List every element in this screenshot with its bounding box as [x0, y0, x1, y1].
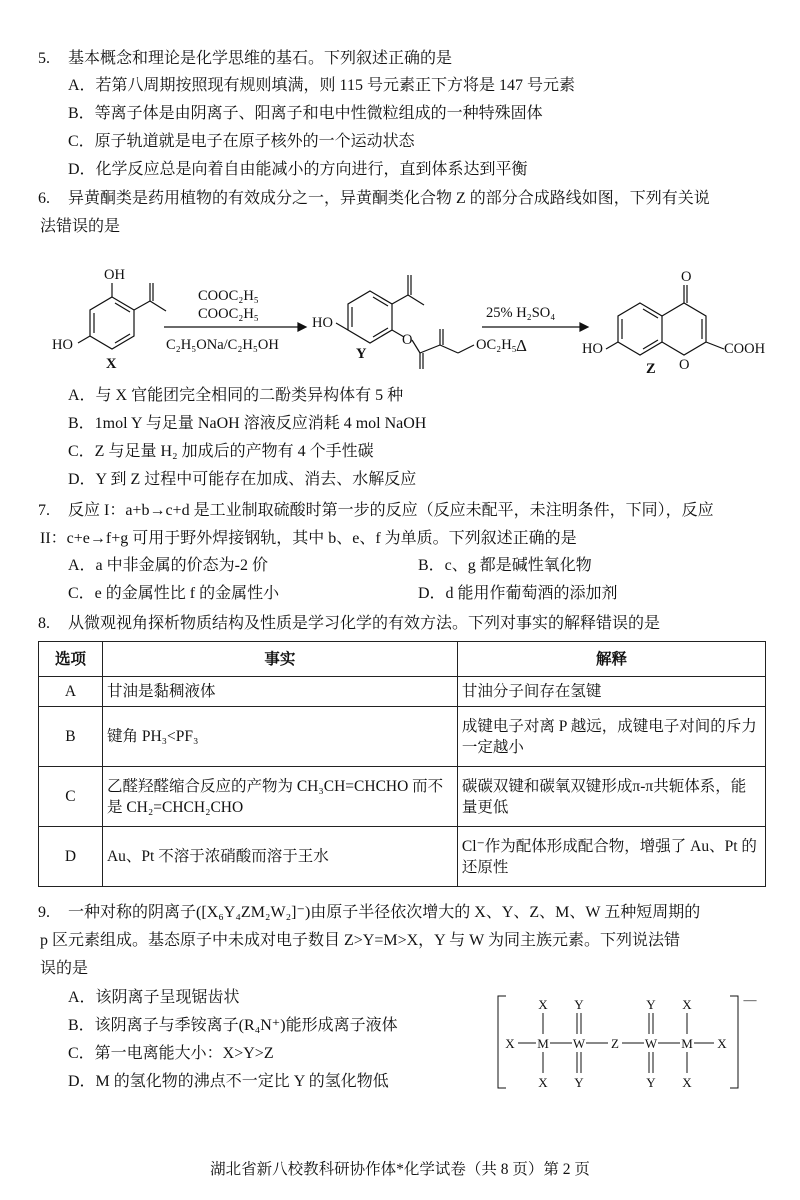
- x-ho-label: HO: [52, 337, 73, 353]
- q6-stem-line1: 异黄酮类是药用植物的有效成分之一，异黄酮类化合物 Z 的部分合成路线如图，下列有关说: [68, 190, 710, 207]
- row-c-option: C: [39, 767, 103, 827]
- header-explanation: 解释: [457, 642, 765, 677]
- atom-m-left: M: [537, 1036, 549, 1051]
- q9-stem-line1: 一种对称的阴离子([X₆Y₄ZM₂W₂]⁻)由原子半径依次增大的 X、Y、Z、M、W 五种短周期的: [68, 904, 701, 921]
- row-d-fact: Au、Pt 不溶于浓硝酸而溶于王水: [102, 827, 457, 887]
- table-header-row: [39, 642, 766, 677]
- x-oh-label: OH: [104, 267, 125, 283]
- q7-stem-line2: II：c+e→f+g 可用于野外焊接钢轨，其中 b、e、f 为单质。下列叙述正确的是: [40, 530, 577, 547]
- q8-number: 8.: [38, 615, 50, 632]
- z-pyranone-ring: [662, 303, 706, 355]
- q9-number: 9.: [38, 904, 50, 921]
- q5-stem: 基本概念和理论是化学思维的基石。下列叙述正确的是: [68, 50, 453, 67]
- q7-stem-line1: 反应 I：a+b→c+d 是工业制取硫酸时第一步的反应（反应未配平，未注明条件，下同），反应: [68, 502, 714, 519]
- q5-option-d: D．化学反应总是向着自由能减小的方向进行，直到体系达到平衡: [68, 161, 528, 178]
- atom-y-w-top-right: Y: [646, 997, 656, 1012]
- q5-option-a: A．若第八周期按照现有规则填满，则 115 号元素正下方将是 147 号元素: [68, 77, 575, 94]
- q6-option-b: B．1mol Y 与足量 NaOH 溶液反应消耗 4 mol NaOH: [68, 415, 427, 432]
- q9-option-a: A．该阴离子呈现锯齿状: [68, 989, 240, 1006]
- y-o-label: O: [402, 332, 413, 348]
- row-c-fact: 乙醛羟醛缩合反应的产物为 CH₃CH=CHCHO 而不是 CH₂=CHCH₂CHO: [102, 767, 457, 827]
- row-a-option: A: [39, 677, 103, 707]
- atom-w-left: W: [572, 1036, 586, 1051]
- atom-x-left: X: [505, 1036, 515, 1051]
- q6-number: 6.: [38, 190, 50, 207]
- reagent2-label: 25% H₂SO₄: [486, 305, 556, 321]
- page-footer: 湖北省新八校教科研协作体*化学试卷（共 8 页）第 2 页: [210, 1161, 590, 1178]
- q8-stem: 从微观视角探析物质结构及性质是学习化学的有效方法。下列对事实的解释错误的是: [68, 615, 661, 632]
- reagent1-line1: COOC₂H₅: [198, 288, 259, 304]
- anion-charge: —: [743, 992, 757, 1007]
- q7-option-b: B．c、g 都是碱性氧化物: [418, 557, 592, 574]
- row-d-option: D: [39, 827, 103, 887]
- q7-option-c: C．e 的金属性比 f 的金属性小: [68, 585, 280, 602]
- atom-y-w-bottom-right: Y: [646, 1075, 656, 1090]
- atom-x-m2-bottom: X: [682, 1075, 692, 1090]
- reagent1-line2: COOC₂H₅: [198, 306, 259, 322]
- z-carbonyl-o: O: [681, 269, 692, 285]
- atom-x-m2-top: X: [682, 997, 692, 1012]
- table-row: [39, 677, 766, 707]
- atom-x-m-bottom: X: [538, 1075, 548, 1090]
- row-b-explanation: 成键电子对离 P 越远，成键电子对间的斥力一定越小: [457, 707, 765, 767]
- row-b-option: B: [39, 707, 103, 767]
- z-ho-label: HO: [582, 341, 603, 357]
- z-o-label: O: [679, 357, 690, 373]
- x-benzene-ring: [90, 297, 134, 349]
- q8-table: [38, 641, 766, 887]
- atom-x-m-top: X: [538, 997, 548, 1012]
- z-benzene-ring: [618, 303, 662, 355]
- q7-option-a: A．a 中非金属的价态为-2 价: [68, 557, 268, 574]
- q6-option-c: C．Z 与足量 H₂ 加成后的产物有 4 个手性碳: [68, 443, 374, 460]
- q6-stem-line2: 法错误的是: [40, 218, 121, 235]
- y-ho-label: HO: [312, 315, 333, 331]
- x-compound-label: X: [106, 356, 117, 372]
- z-compound-label: Z: [646, 361, 656, 375]
- y-benzene-ring: [348, 291, 392, 343]
- q9-stem-line3: 误的是: [40, 960, 89, 977]
- reagent2-heat: Δ: [516, 336, 527, 355]
- q5-option-b: B．等离子体是由阴离子、阳离子和电中性微粒组成的一种特殊固体: [68, 105, 543, 122]
- q6-option-d: D．Y 到 Z 过程中可能存在加成、消去、水解反应: [68, 471, 417, 488]
- reagent1-conditions: C₂H₅ONa/C₂H₅OH: [166, 337, 279, 353]
- row-d-explanation: Cl⁻作为配体形成配合物，增强了 Au、Pt 的还原性: [457, 827, 765, 887]
- atom-y-w-top-left: Y: [574, 997, 584, 1012]
- atom-x-right: X: [717, 1036, 727, 1051]
- z-cooh-label: COOH: [724, 341, 766, 357]
- header-option: 选项: [39, 642, 103, 677]
- q9-option-c: C．第一电离能大小：X>Y>Z: [68, 1045, 274, 1062]
- synthesis-scheme: [0, 245, 800, 375]
- table-row: [39, 707, 766, 767]
- atom-z-center: Z: [611, 1036, 619, 1051]
- atom-y-w-bottom-left: Y: [574, 1075, 584, 1090]
- q5-number: 5.: [38, 50, 50, 67]
- q5-option-c: C．原子轨道就是电子在原子核外的一个运动状态: [68, 133, 415, 150]
- q9-option-d: D．M 的氢化物的沸点不一定比 Y 的氢化物低: [68, 1073, 389, 1090]
- row-a-explanation: 甘油分子间存在氢键: [457, 677, 765, 707]
- table-row: [39, 827, 766, 887]
- row-a-fact: 甘油是黏稠液体: [102, 677, 457, 707]
- y-compound-label: Y: [356, 346, 367, 362]
- row-b-fact: 键角 PH₃<PF₃: [102, 707, 457, 767]
- anion-structure: [490, 992, 770, 1092]
- y-ester-label: OC₂H₅: [476, 337, 517, 353]
- q6-option-a: A．与 X 官能团完全相同的二酚类异构体有 5 种: [68, 387, 404, 404]
- atom-m-right: M: [681, 1036, 693, 1051]
- q7-number: 7.: [38, 502, 50, 519]
- q7-option-d: D．d 能用作葡萄酒的添加剂: [418, 585, 618, 602]
- atom-w-right: W: [644, 1036, 658, 1051]
- header-fact: 事实: [102, 642, 457, 677]
- row-c-explanation: 碳碳双键和碳氧双键形成π-π共轭体系，能量更低: [457, 767, 765, 827]
- q9-stem-line2: p 区元素组成。基态原子中未成对电子数目 Z>Y=M>X，Y 与 W 为同主族元素。下列说法错: [40, 932, 680, 949]
- q9-option-b: B．该阴离子与季铵离子(R₄N⁺)能形成离子液体: [68, 1017, 398, 1034]
- table-row: [39, 767, 766, 827]
